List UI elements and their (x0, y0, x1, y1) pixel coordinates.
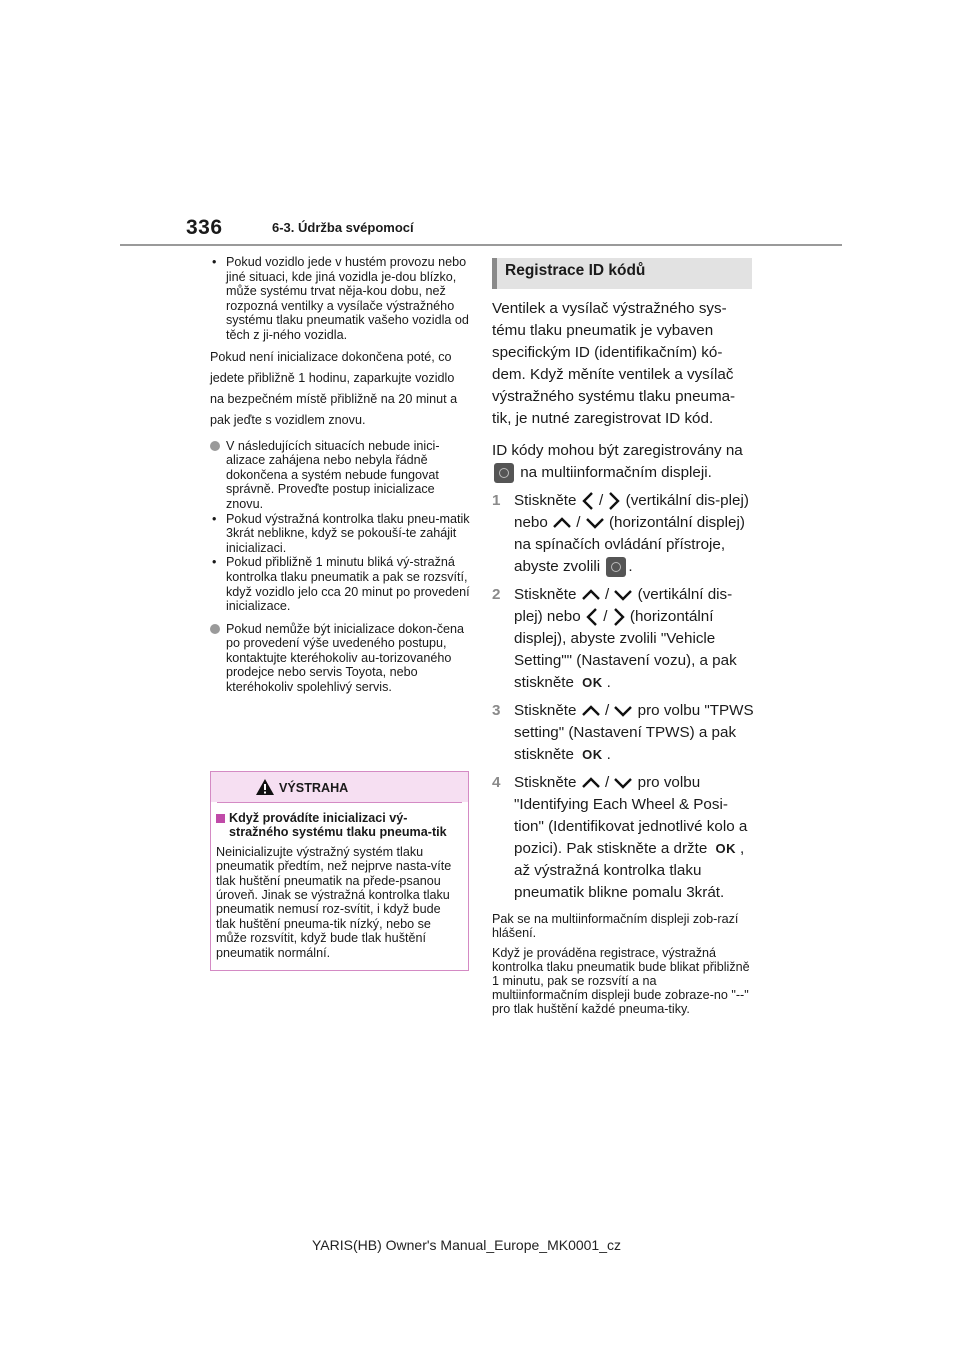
bullet-dot: • (212, 255, 217, 269)
warning-triangle-icon (255, 778, 275, 796)
chevron-up-icon (581, 588, 601, 602)
sub-bullet (210, 512, 470, 556)
slash-text: / (604, 586, 610, 603)
step-text: pro volbu "Identifying Each Wheel & Posi-tion" (Identifikovat jednotlivé kolo a pozici). Pak stiskněte a držte (514, 774, 748, 858)
warning-text: Neinicializujte výstražný systém tlaku pneumatik předtím, než nejprve nasta-víte tlak huštění pneumatik na přede-psanou úroveň. Jinak se výstražná kontrolka tlaku pneumatik nemusí roz-svítit, i když bude tlak huštění pneuma-tik nízký, nebo se může rozsvítit, když bude tlak huštění pneumatik normální. (216, 844, 452, 960)
step-item (492, 490, 754, 578)
circle-text: Pokud nemůže být inicializace dokon-čena po provedení výše uvedeného postupu, kontaktujte kteréhokoliv au-torizovaného prodejce nebo servis Toyota, nebo kteréhokoliv spolehlivý servis. (226, 621, 465, 695)
header-rule (120, 244, 842, 246)
chevron-right-icon (612, 607, 626, 627)
chevron-down-icon (613, 588, 633, 602)
warning-heading (216, 811, 462, 840)
slash-text: / (604, 702, 610, 720)
settings-gear-icon (606, 557, 626, 577)
paragraph: Pokud není inicializace dokončena poté, co jedete přibližně 1 hodinu, zaparkujte vozidlo na bezpečném místě přibližně na 20 minut a pak jeďte s vozidlem znovu. (210, 349, 458, 427)
step-text: . (606, 746, 611, 764)
step-item (492, 772, 754, 904)
step-text: . (628, 558, 633, 575)
square-bullet-icon (216, 814, 225, 823)
warning-header (211, 772, 468, 802)
chevron-down-icon (613, 776, 633, 790)
circle-text: V následujících situacích nebude inici-alizace zahájena nebo nebyla řádně dokončena a systém nebude fungovat správně. Proveďte postup inicializace znovu. (226, 438, 440, 511)
circle-bullet-icon (210, 624, 220, 634)
step-number: 3 (492, 702, 501, 720)
warning-title: VÝSTRAHA (279, 781, 349, 795)
warning-heading-text: Když provádíte inicializaci vý-stražného systému tlaku pneuma-tik (229, 811, 447, 840)
warning-box (210, 771, 469, 971)
warning-body (211, 803, 468, 970)
intro2-text-b: na multiinformačním displeji. (520, 464, 712, 481)
step-text: , až výstražná kontrolka tlaku pneumatik blikne pomalu 3krát. (514, 840, 745, 902)
right-column (492, 258, 754, 1016)
section-heading (492, 258, 752, 289)
step-text: Stiskněte (514, 702, 577, 720)
ok-button-icon: OK (582, 675, 603, 690)
ok-button-icon: OK (715, 841, 737, 857)
sub-bullet (210, 555, 470, 613)
intro-paragraph-2 (492, 440, 754, 484)
section-title: 6-3. Údržba svépomocí (272, 220, 414, 235)
bullet-text: Pokud vozidlo jede v hustém provozu nebo jiné situaci, kde jiná vozidla je-dou blízko, může systému trvat něja-kou dobu, než rozpozná ventilky a vysílače výstražného systému tlaku pneumatik vašeho vozidla od těch z ji-ného vozidla. (226, 255, 469, 342)
step-text: (horizontální displej), abyste zvolili "Vehicle Setting"" (Nastavení vozu), a pak stiskněte (514, 608, 737, 692)
note-text: Pak se na multiinformačním displeji zob-razí hlášení. (492, 912, 739, 941)
step-text: Stiskněte (514, 586, 577, 603)
bullet-dot: • (212, 555, 217, 570)
step-text: (vertikální dis-plej) nebo (514, 492, 749, 531)
chevron-up-icon (581, 776, 601, 790)
step-text: Stiskněte (514, 492, 577, 509)
step-text: (vertikální dis-plej) nebo (514, 586, 733, 625)
slash-text: / (604, 774, 610, 792)
circle-bullet-icon (210, 441, 220, 451)
chevron-up-icon (581, 704, 601, 718)
chevron-left-icon (581, 491, 595, 511)
left-column (210, 255, 470, 695)
step-item (492, 584, 754, 694)
step-text: . (606, 674, 611, 692)
sub-bullet-text: Pokud přibližně 1 minutu bliká vý-stražná kontrolka tlaku pneumatik a pak se rozsvítí, když vozidlo jelo cca 20 minut po provedení inicializace. (226, 555, 470, 614)
slash-text: / (598, 492, 604, 509)
heading-bar (492, 258, 497, 289)
intro2-text-a: ID kódy mohou být zaregistrovány na (492, 442, 743, 459)
sub-bullet-text: Pokud výstražná kontrolka tlaku pneu-matik 3krát neblikne, když se pokouší-te zahájit inicializaci. (226, 511, 470, 555)
ok-button-icon: OK (582, 747, 603, 763)
chevron-down-icon (585, 516, 605, 530)
bullet-dot: • (212, 511, 217, 526)
slash-text: / (576, 514, 581, 531)
chevron-down-icon (613, 704, 633, 718)
step-text: Stiskněte (514, 774, 577, 792)
chevron-up-icon (552, 516, 572, 530)
chevron-right-icon (607, 491, 621, 511)
footer-text: YARIS(HB) Owner's Manual_Europe_MK0001_cz (312, 1237, 621, 1253)
step-text: pro volbu "TPWS setting" (Nastavení TPWS) a pak stiskněte (514, 702, 754, 764)
circle-item (210, 439, 470, 614)
intro-paragraph: Ventilek a vysílač výstražného sys-tému tlaku pneumatik je vybaven specifickým ID (identifikačním) kó-dem. Když měníte ventilek a vysílač výstražného systému tlaku pneuma-tik, je nutné zaregistrovat ID kód. (492, 300, 736, 427)
circle-item (210, 622, 470, 695)
note-text: Když je prováděna registrace, výstražná kontrolka tlaku pneumatik bude blikat přibližně 1 minutu, pak se rozsvítí a na multiinformačním displeji bude zobraze-no "--" pro tlak huštění každé pneuma-tiky. (492, 946, 750, 1017)
step-number: 4 (492, 774, 501, 792)
slash-text: / (603, 608, 608, 625)
bullet-item (210, 255, 470, 343)
step-text: (horizontální displej) na spínačích ovládání přístroje, abyste zvolili (514, 514, 745, 575)
step-number: 2 (492, 586, 501, 603)
chevron-left-icon (585, 607, 599, 627)
settings-gear-icon (494, 463, 514, 483)
page-number: 336 (186, 216, 223, 239)
step-item (492, 700, 754, 766)
step-number: 1 (492, 492, 501, 509)
section-heading-text: Registrace ID kódů (505, 262, 646, 279)
